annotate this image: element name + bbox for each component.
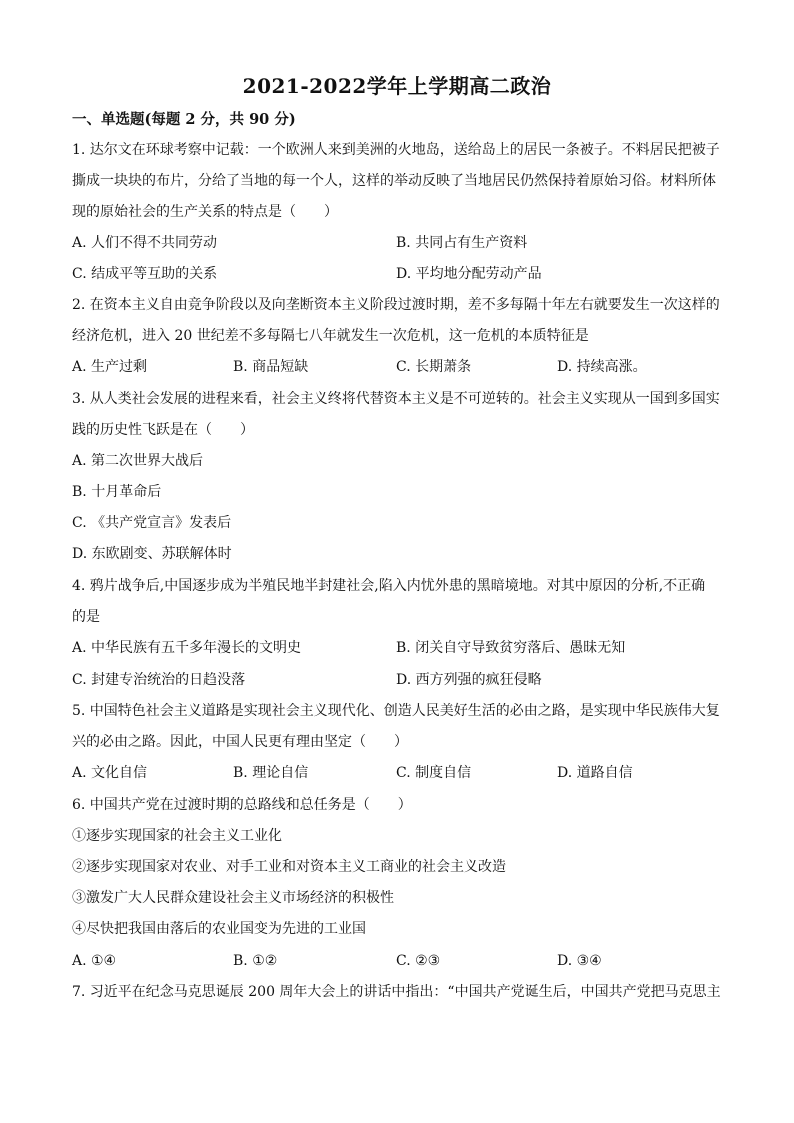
question-1-option-d: D. 平均地分配劳动产品	[396, 266, 542, 282]
question-2-line-1: 2. 在资本主义自由竞争阶段以及向垄断资本主义阶段过渡时期，差不多每隔十年左右就要发生一次这样的	[72, 297, 720, 313]
question-5-line-1: 5. 中国特色社会主义道路是实现社会主义现代化、创造人民美好生活的必由之路，是实现中华民族伟大复	[72, 703, 720, 719]
question-1-line-2: 撕成一块块的布片，分给了当地的每一个人，这样的举动反映了当地居民仍然保持着原始习俗。材料所体	[72, 173, 716, 189]
question-6-item-1: ①逐步实现国家的社会主义工业化	[72, 828, 282, 844]
question-7-line-1: 7. 习近平在纪念马克思诞辰 200 周年大会上的讲话中指出：“中国共产党诞生后，中国共产党把马克思主	[72, 984, 721, 1000]
question-6-item-3: ③激发广大人民群众建设社会主义市场经济的积极性	[72, 890, 394, 906]
section-heading: 一、单选题(每题 2 分，共 90 分)	[72, 111, 296, 128]
question-6-option-c: C. ②③	[396, 953, 441, 969]
question-4-option-b: B. 闭关自守导致贫穷落后、愚昧无知	[396, 640, 626, 656]
question-2-option-c: C. 长期萧条	[396, 359, 472, 375]
question-5-option-b: B. 理论自信	[233, 765, 309, 781]
question-4-option-d: D. 西方列强的疯狂侵略	[396, 672, 542, 688]
question-2-option-a: A. 生产过剩	[72, 359, 148, 375]
question-5-option-c: C. 制度自信	[396, 765, 472, 781]
page-title: 2021-2022学年上学期高二政治	[242, 74, 552, 98]
question-5-option-a: A. 文化自信	[72, 765, 148, 781]
question-6-item-4: ④尽快把我国由落后的农业国变为先进的工业国	[72, 921, 366, 937]
question-2-option-d: D. 持续高涨。	[557, 359, 647, 375]
question-6-option-a: A. ①④	[72, 953, 117, 969]
question-3-option-a: A. 第二次世界大战后	[72, 453, 204, 469]
question-3-option-b: B. 十月革命后	[72, 484, 162, 500]
question-3-option-d: D. 东欧剧变、苏联解体时	[72, 546, 232, 562]
question-4-line-1: 4. 鸦片战争后,中国逐步成为半殖民地半封建社会,陷入内忧外患的黑暗境地。对其中原因的分析,不正确	[72, 578, 706, 594]
question-1-line-3: 现的原始社会的生产关系的特点是（ ）	[72, 204, 338, 220]
question-4-line-2: 的是	[72, 609, 100, 625]
question-3-option-c: C. 《共产党宣言》发表后	[72, 515, 232, 531]
question-1-option-c: C. 结成平等互助的关系	[72, 266, 218, 282]
question-6-option-d: D. ③④	[557, 953, 602, 969]
question-2-option-b: B. 商品短缺	[233, 359, 309, 375]
question-3-line-1: 3. 从人类社会发展的进程来看，社会主义终将代替资本主义是不可逆转的。社会主义实现从一国到多国实	[72, 391, 720, 407]
question-4-option-a: A. 中华民族有五千多年漫长的文明史	[72, 640, 302, 656]
question-1-option-a: A. 人们不得不共同劳动	[72, 235, 218, 251]
question-1-option-b: B. 共同占有生产资料	[396, 235, 528, 251]
question-3-line-2: 践的历史性飞跃是在（ ）	[72, 422, 254, 438]
question-1-line-1: 1. 达尔文在环球考察中记载：一个欧洲人来到美洲的火地岛，送给岛上的居民一条被子。不料居民把被子	[72, 142, 720, 158]
question-6-option-b: B. ①②	[233, 953, 278, 969]
question-6-line-1: 6. 中国共产党在过渡时期的总路线和总任务是（ ）	[72, 797, 412, 813]
question-4-option-c: C. 封建专治统治的日趋没落	[72, 672, 246, 688]
question-2-line-2: 经济危机，进入 20 世纪差不多每隔七八年就发生一次危机，这一危机的本质特征是	[72, 328, 589, 344]
question-6-item-2: ②逐步实现国家对农业、对手工业和对资本主义工商业的社会主义改造	[72, 859, 506, 875]
question-5-line-2: 兴的必由之路。因此，中国人民更有理由坚定（ ）	[72, 734, 408, 750]
question-5-option-d: D. 道路自信	[557, 765, 633, 781]
